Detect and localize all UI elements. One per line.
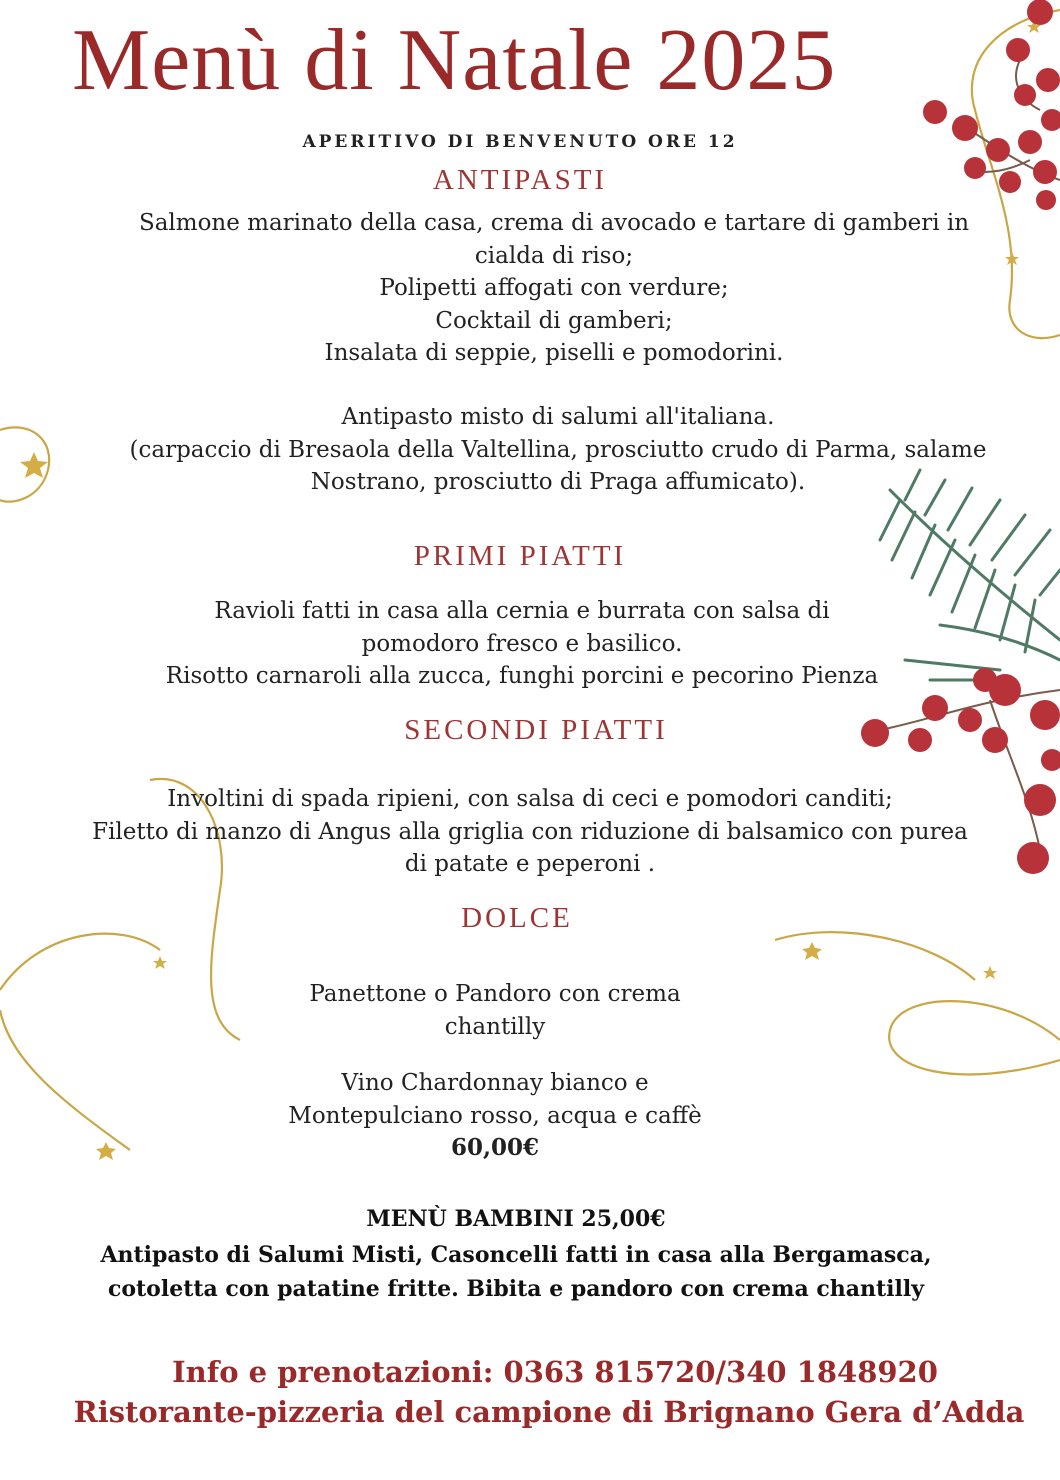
- primi-list: [0, 595, 1044, 693]
- primi-heading: PRIMI PIATTI: [413, 540, 627, 572]
- restaurant-name: Ristorante-pizzeria del campione di Brignano Gera d’Adda: [73, 1395, 1025, 1429]
- dish-line: di patate e peperoni .: [404, 851, 656, 877]
- dish-line: cialda di riso;: [474, 242, 634, 269]
- dish-line: Risotto carnaroli alla zucca, funghi porcini e pecorino Pienza: [165, 663, 879, 689]
- menu-price: 60,00€: [450, 1134, 540, 1161]
- aperitivo-line: APERITIVO DI BENVENUTO ORE 12: [302, 132, 738, 152]
- antipasti-heading: ANTIPASTI: [432, 164, 608, 196]
- booking-contacts: Info e prenotazioni: 0363 815720/340 1848920: [172, 1355, 938, 1389]
- wine-list: [0, 1067, 990, 1165]
- dish-line: Filetto di manzo di Angus alla griglia con riduzione di balsamico con purea: [92, 818, 968, 845]
- dish-line: Involtini di spada ripieni, con salsa di ceci e pomodori canditi;: [167, 786, 893, 812]
- kids-menu-line: Antipasto di Salumi Misti, Casoncelli fatti in casa alla Bergamasca,: [100, 1242, 932, 1268]
- dish-line: Salmone marinato della casa, crema di avocado e tartare di gamberi in: [138, 210, 970, 236]
- antipasti-salumi: [0, 401, 1060, 499]
- dish-line: Nostrano, prosciutto di Praga affumicato).: [310, 469, 806, 495]
- star-icon: [153, 956, 167, 969]
- antipasti-list: [0, 207, 1060, 370]
- dish-line: Cocktail di gamberi;: [435, 307, 673, 334]
- dish-line: pomodoro fresco e basilico.: [361, 630, 683, 657]
- star-icon: [1027, 20, 1041, 33]
- secondi-heading: SECONDI PIATTI: [404, 714, 668, 746]
- info-footer: [0, 1352, 1060, 1432]
- kids-menu-title: MENÙ BAMBINI 25,00€: [366, 1206, 666, 1232]
- dish-line: chantilly: [444, 1013, 546, 1040]
- dish-line: Antipasto misto di salumi all'italiana.: [341, 404, 775, 430]
- secondi-list: [0, 783, 1060, 881]
- dish-line: (carpaccio di Bresaola della Valtellina, prosciutto crudo di Parma, salame: [129, 436, 987, 463]
- kids-menu-line: cotoletta con patatine fritte. Bibita e pandoro con crema chantilly: [107, 1276, 925, 1302]
- dish-line: Panettone o Pandoro con crema: [309, 981, 681, 1007]
- kids-menu-list: [0, 1238, 1032, 1306]
- page-title: Menù di Natale 2025: [72, 12, 837, 109]
- dish-line: Ravioli fatti in casa alla cernia e burrata con salsa di: [214, 598, 830, 624]
- dish-line: Polipetti affogati con verdure;: [379, 275, 729, 301]
- dish-line: Montepulciano rosso, acqua e caffè: [288, 1102, 702, 1129]
- dolce-heading: DOLCE: [461, 902, 573, 934]
- dish-line: Vino Chardonnay bianco e: [341, 1070, 649, 1096]
- star-icon: [802, 942, 822, 960]
- dish-line: Insalata di seppie, piselli e pomodorini.: [324, 340, 784, 366]
- dolce-list: [0, 978, 990, 1043]
